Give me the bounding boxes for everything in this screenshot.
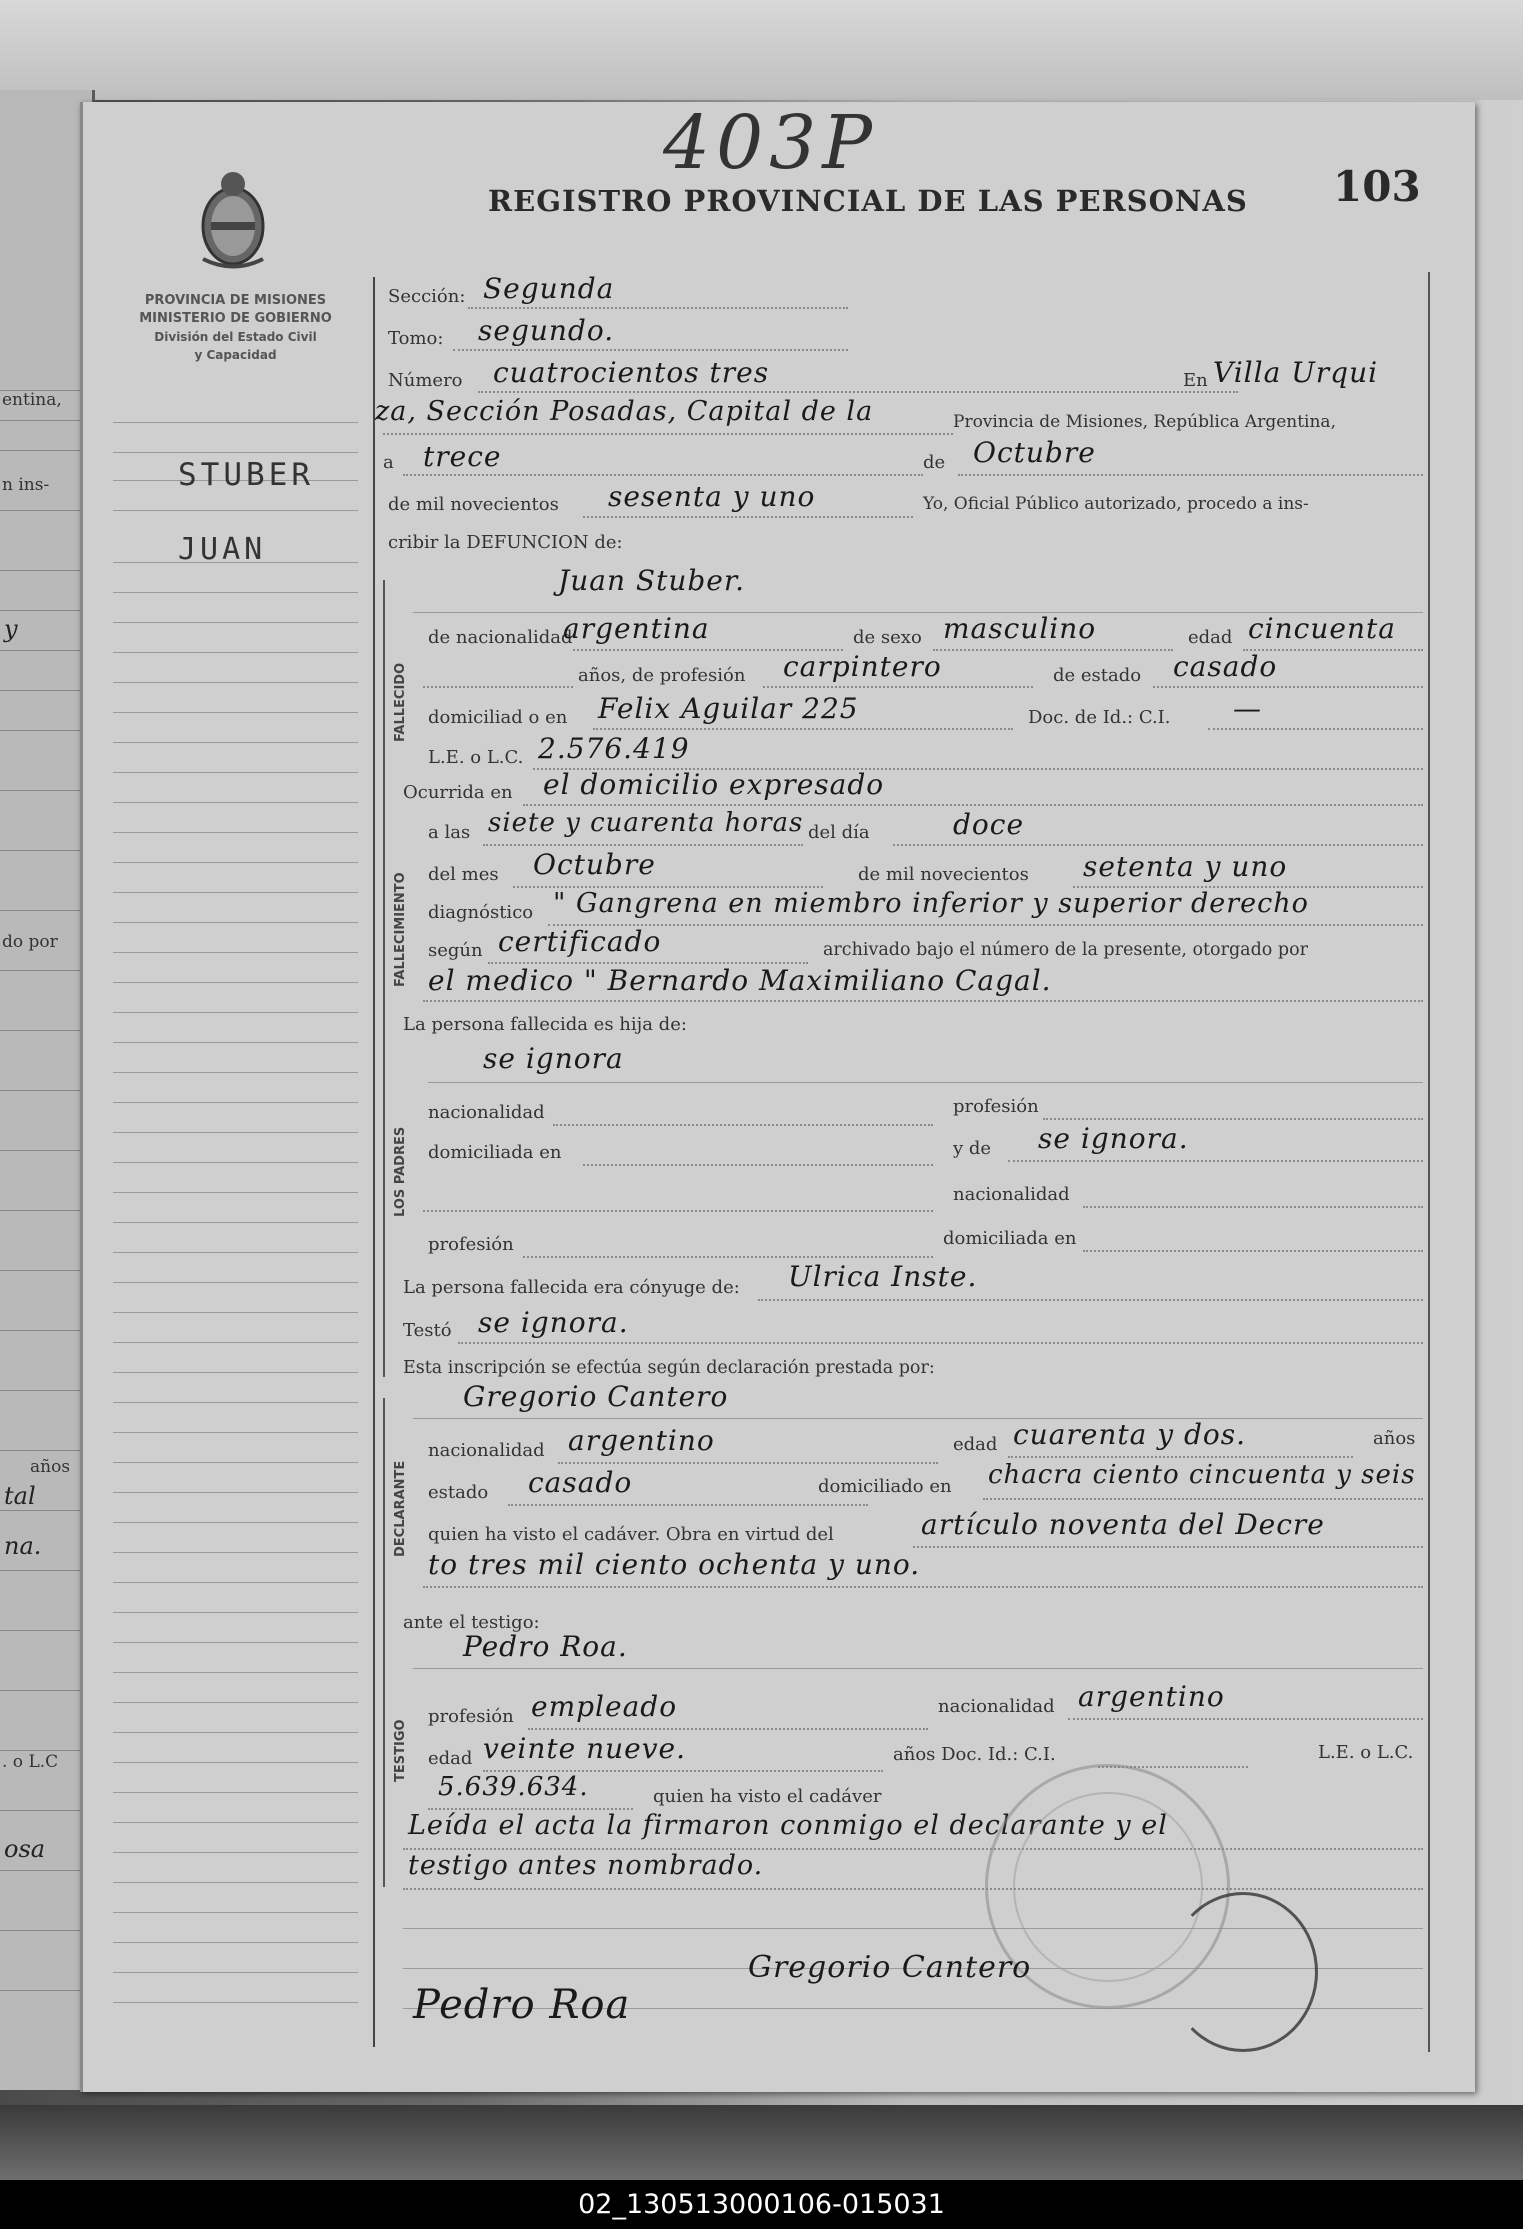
- segun-label: según: [428, 940, 483, 961]
- left-page-hand-fragment: y: [4, 615, 18, 643]
- madre-value: se ignora.: [1038, 1122, 1189, 1155]
- fallecido-sexo-label: de sexo: [853, 627, 922, 648]
- de-label: de: [923, 452, 946, 473]
- madre-nacionalidad-label: nacionalidad: [953, 1184, 1070, 1205]
- padre-domiciliada-label: domiciliada en: [428, 1142, 562, 1163]
- fallecimiento-anio-label: de mil novecientos: [858, 864, 1029, 885]
- left-page-fragment: años: [30, 1457, 71, 1477]
- conyuge-label: La persona fallecida era cónyuge de:: [403, 1277, 740, 1298]
- padre-profesion-label: profesión: [953, 1096, 1039, 1117]
- declarante-domiciliado-value: chacra ciento cincuenta y seis: [988, 1460, 1416, 1490]
- office-province: PROVINCIA DE MISIONES: [144, 293, 327, 308]
- declarante-name: Gregorio Cantero: [463, 1380, 729, 1413]
- ocurrida-label: Ocurrida en: [403, 782, 513, 803]
- testigo-edad-value: veinte nueve.: [483, 1732, 687, 1765]
- fallecido-anios-profesion-label: años, de profesión: [578, 665, 746, 686]
- fallecido-edad-label: edad: [1188, 627, 1233, 648]
- testo-value: se ignora.: [478, 1306, 629, 1339]
- hija-label: La persona fallecida es hija de:: [403, 1014, 687, 1035]
- coat-of-arms-icon: [193, 164, 273, 274]
- closing-line-2: testigo antes nombrado.: [408, 1850, 764, 1881]
- conyuge-value: Ulrica Inste.: [788, 1260, 978, 1293]
- testigo-signature: Pedro Roa: [413, 1982, 631, 2028]
- photo-backdrop-bottom: [0, 2105, 1523, 2180]
- margin-given-name: JUAN: [178, 532, 267, 567]
- fallecido-edad-value: cincuenta: [1248, 612, 1396, 645]
- left-page-fragment: n ins-: [2, 475, 50, 495]
- handwritten-code: 403P: [663, 100, 879, 186]
- declarante-edad-value: cuarenta y dos.: [1013, 1418, 1247, 1451]
- testigo-name: Pedro Roa.: [463, 1630, 628, 1663]
- dia-value: trece: [423, 440, 502, 473]
- ocurrida-value: el domicilio expresado: [543, 768, 885, 801]
- office-capacity: y Capacidad: [194, 348, 277, 362]
- seccion-value: Segunda: [483, 272, 615, 305]
- margin-index-column: [113, 422, 368, 2072]
- horas-label: a las: [428, 822, 471, 843]
- declarante-domiciliado-label: domiciliado en: [818, 1476, 952, 1497]
- testigo-cadaver-label: quien ha visto el cadáver: [653, 1786, 882, 1807]
- fallecido-le-value: 2.576.419: [538, 732, 690, 765]
- testo-label: Testó: [403, 1320, 452, 1341]
- declarante-cadaver-label: quien ha visto el cadáver. Obra en virtud del: [428, 1524, 834, 1545]
- declarante-estado-label: estado: [428, 1482, 489, 1503]
- declarante-edad-label: edad: [953, 1434, 998, 1455]
- yde-label: y de: [953, 1138, 992, 1159]
- en-value: Villa Urqui: [1213, 356, 1379, 389]
- numero-label: Número: [388, 370, 463, 391]
- left-page-hand-fragment: osa: [4, 1835, 46, 1863]
- fallecido-name: Juan Stuber.: [558, 564, 746, 597]
- testigo-edad-label: edad: [428, 1748, 473, 1769]
- testigo-doc-label: años Doc. Id.: C.I.: [893, 1744, 1056, 1765]
- diagnostico-value: " Gangrena en miembro inferior y superior derecho: [553, 888, 1309, 919]
- madre-domiciliada-label: domiciliada en: [943, 1228, 1077, 1249]
- testigo-profesion-value: empleado: [531, 1690, 678, 1723]
- fallecido-doc-value: —: [1233, 692, 1262, 725]
- fallecido-domicilio-value: Felix Aguilar 225: [598, 692, 859, 725]
- register-page: [80, 102, 1475, 2092]
- oficial-text: Yo, Oficial Público autorizado, procedo a ins-: [923, 494, 1309, 514]
- declarante-signature: Gregorio Cantero: [748, 1950, 1032, 1985]
- fallecido-estado-value: casado: [1173, 650, 1278, 683]
- anio-value: sesenta y uno: [608, 480, 816, 513]
- archivado-text: archivado bajo el número de la presente, otorgado por: [823, 940, 1308, 960]
- left-page-fragment: do por: [2, 932, 58, 952]
- fallecido-le-label: L.E. o L.C.: [428, 747, 524, 768]
- declarante-estado-value: casado: [528, 1466, 633, 1499]
- dia-label: del día: [808, 822, 870, 843]
- medico-value: el medico " Bernardo Maximiliano Cagal.: [428, 964, 1052, 997]
- declarante-nacionalidad-value: argentino: [568, 1424, 715, 1457]
- issuing-office: [113, 292, 358, 364]
- fallecido-nacionalidad-label: de nacionalidad: [428, 627, 573, 648]
- left-page-hand-fragment: tal: [4, 1482, 36, 1510]
- diagnostico-label: diagnóstico: [428, 902, 534, 923]
- fallecimiento-mes-value: Octubre: [533, 848, 656, 881]
- testigo-nacionalidad-label: nacionalidad: [938, 1696, 1055, 1717]
- horas-value: siete y cuarenta horas: [488, 808, 804, 838]
- page-title: REGISTRO PROVINCIAL DE LAS PERSONAS: [488, 184, 1248, 218]
- tomo-label: Tomo:: [388, 328, 444, 349]
- fallecido-estado-label: de estado: [1053, 665, 1142, 686]
- fallecido-domicilio-label: domiciliad o en: [428, 707, 568, 728]
- tomo-value: segundo.: [478, 314, 615, 347]
- left-page-fragment: . o L.C: [2, 1752, 59, 1772]
- office-division: División del Estado Civil: [154, 330, 317, 344]
- testigo-side-label: TESTIGO: [393, 1719, 408, 1782]
- place-continuation: za, Sección Posadas, Capital de la: [375, 396, 874, 427]
- office-ministry: MINISTERIO DE GOBIERNO: [139, 311, 332, 326]
- padres-side-label: LOS PADRES: [393, 1126, 408, 1217]
- padre-nacionalidad-label: nacionalidad: [428, 1102, 545, 1123]
- fallecimiento-mes-label: del mes: [428, 864, 499, 885]
- rubric-flourish-icon: [1168, 1892, 1318, 2052]
- fallecido-nacionalidad-value: argentina: [563, 612, 710, 645]
- left-page-hand-fragment: na.: [4, 1532, 42, 1560]
- madre-profesion-label: profesión: [428, 1234, 514, 1255]
- fallecido-sexo-value: masculino: [943, 612, 1097, 645]
- margin-surname: STUBER: [178, 457, 314, 493]
- declarante-decreto-value: to tres mil ciento ochenta y uno.: [428, 1548, 921, 1581]
- photo-backdrop-top: [0, 0, 1523, 100]
- testigo-le-value: 5.639.634.: [438, 1772, 589, 1802]
- closing-line-1: Leída el acta la firmaron conmigo el declarante y el: [408, 1810, 1168, 1841]
- fallecido-doc-label: Doc. de Id.: C.I.: [1028, 707, 1171, 728]
- provincia-text: Provincia de Misiones, República Argentina,: [953, 412, 1336, 432]
- fallecimiento-side-label: FALLECIMIENTO: [393, 872, 408, 987]
- declaracion-text: Esta inscripción se efectúa según declaración prestada por:: [403, 1358, 935, 1378]
- numero-value: cuatrocientos tres: [493, 356, 770, 389]
- mes-value: Octubre: [973, 436, 1096, 469]
- fallecimiento-anio-value: setenta y uno: [1083, 850, 1288, 883]
- segun-value: certificado: [498, 925, 662, 958]
- declarante-nacionalidad-label: nacionalidad: [428, 1440, 545, 1461]
- ante-testigo-label: ante el testigo:: [403, 1612, 540, 1633]
- fallecido-side-label: FALLECIDO: [393, 662, 408, 742]
- image-filename: 02_130513000106-015031: [578, 2189, 945, 2220]
- inscribir-text: cribir la DEFUNCION de:: [388, 532, 623, 553]
- padre-value: se ignora: [483, 1042, 624, 1075]
- en-label: En: [1183, 370, 1208, 391]
- declarante-anios-label: años: [1373, 1428, 1416, 1449]
- fallecimiento-dia-value: doce: [953, 808, 1025, 841]
- testigo-nacionalidad-value: argentino: [1078, 1680, 1225, 1713]
- testigo-le-label: L.E. o L.C.: [1318, 1742, 1414, 1763]
- left-page-fragment: entina,: [2, 390, 62, 410]
- testigo-profesion-label: profesión: [428, 1706, 514, 1727]
- declarante-side-label: DECLARANTE: [393, 1460, 408, 1557]
- fallecido-profesion-value: carpintero: [783, 650, 942, 683]
- folio-number: 103: [1333, 162, 1421, 211]
- a-label: a: [383, 452, 394, 473]
- seccion-label: Sección:: [388, 286, 466, 307]
- anio-prefix: de mil novecientos: [388, 494, 559, 515]
- declarante-articulo-value: artículo noventa del Decre: [921, 1508, 1325, 1541]
